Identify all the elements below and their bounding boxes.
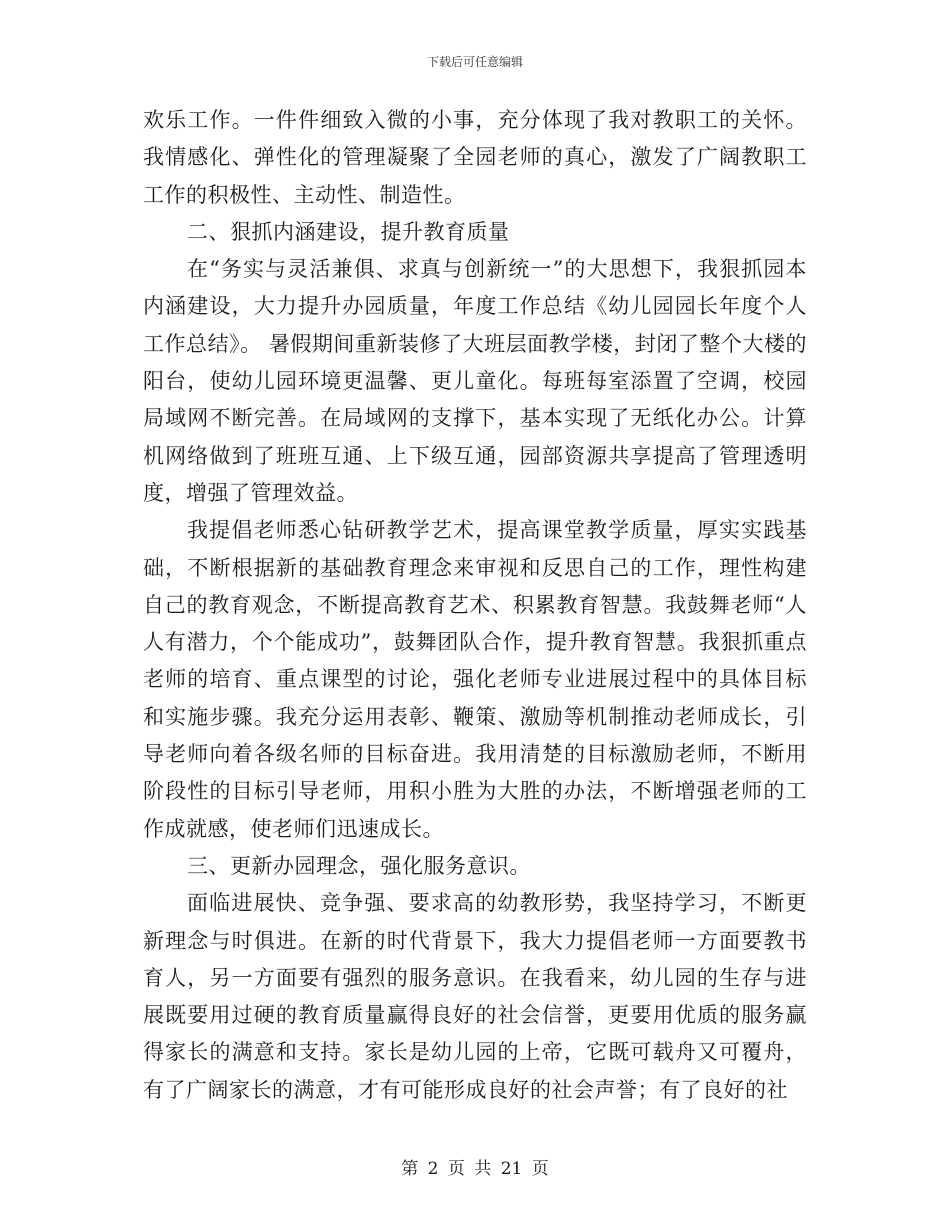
paragraph: 欢乐工作。一件件细致入微的小事，充分体现了我对教职工的关怀。我情感化、弹性化的管理凝聚了全园老师的真心，激发了广阔教职工工作的积极性、主动性、制造性。 <box>143 108 807 207</box>
page-header-note: 下载后可任意编辑 <box>426 55 523 69</box>
paragraph: 我提倡老师悉心钻研教学艺术，提高课堂教学质量，厚实实践基础，不断根据新的基础教育理念来审视和反思自己的工作，理性构建自己的教育观念，不断提高教育艺术、积累教育智慧。我鼓舞老师“人人有潜力，个个能成功”，鼓舞团队合作，提升教育智慧。我狠抓重点老师的培育、重点课型的讨论，强化老师专业进展过程中的具体目标和实施步骤。我充分运用表彰、鞭策、激励等机制推动老师成长，引导老师向着各级名师的目标奋进。我用清楚的目标激励老师，不断用阶段性的目标引导老师，用积小胜为大胜的办法，不断增强老师的工作成就感，使老师们迅速成长。 <box>143 518 807 841</box>
paragraph: 面临进展快、竞争强、要求高的幼教形势，我坚持学习，不断更新理念与时俱进。在新的时代背景下，我大力提倡老师一方面要教书育人，另一方面要有强烈的服务意识。在我看来，幼儿园的生存与进展既要用过硬的教育质量赢得良好的社会信誉，更要用优质的服务赢得家长的满意和支持。家长是幼儿园的上帝，它既可载舟又可覆舟，有了广阔家长的满意，才有可能形成良好的社会声誉；有了良好的社 <box>143 891 807 1102</box>
page-number-footer: 第 2 页 共 21 页 <box>401 1159 549 1179</box>
section-heading: 二、狠抓内涵建设，提升教育质量 <box>187 219 510 244</box>
document-body <box>143 102 807 1109</box>
section-heading: 三、更新办园理念，强化服务意识。 <box>187 853 531 878</box>
paragraph: 在“务实与灵活兼俱、求真与创新统一”的大思想下，我狠抓园本内涵建设，大力提升办园质量，年度工作总结《幼儿园园长年度个人工作总结》。 暑假期间重新装修了大班层面教学楼，封闭了整个大楼的阳台，使幼儿园环境更温馨、更儿童化。每班每室添置了空调，校园局域网不断完善。在局域网的支撑下，基本实现了无纸化办公。计算机网络做到了班班互通、上下级互通，园部资源共享提高了管理透明度，增强了管理效益。 <box>143 257 807 505</box>
